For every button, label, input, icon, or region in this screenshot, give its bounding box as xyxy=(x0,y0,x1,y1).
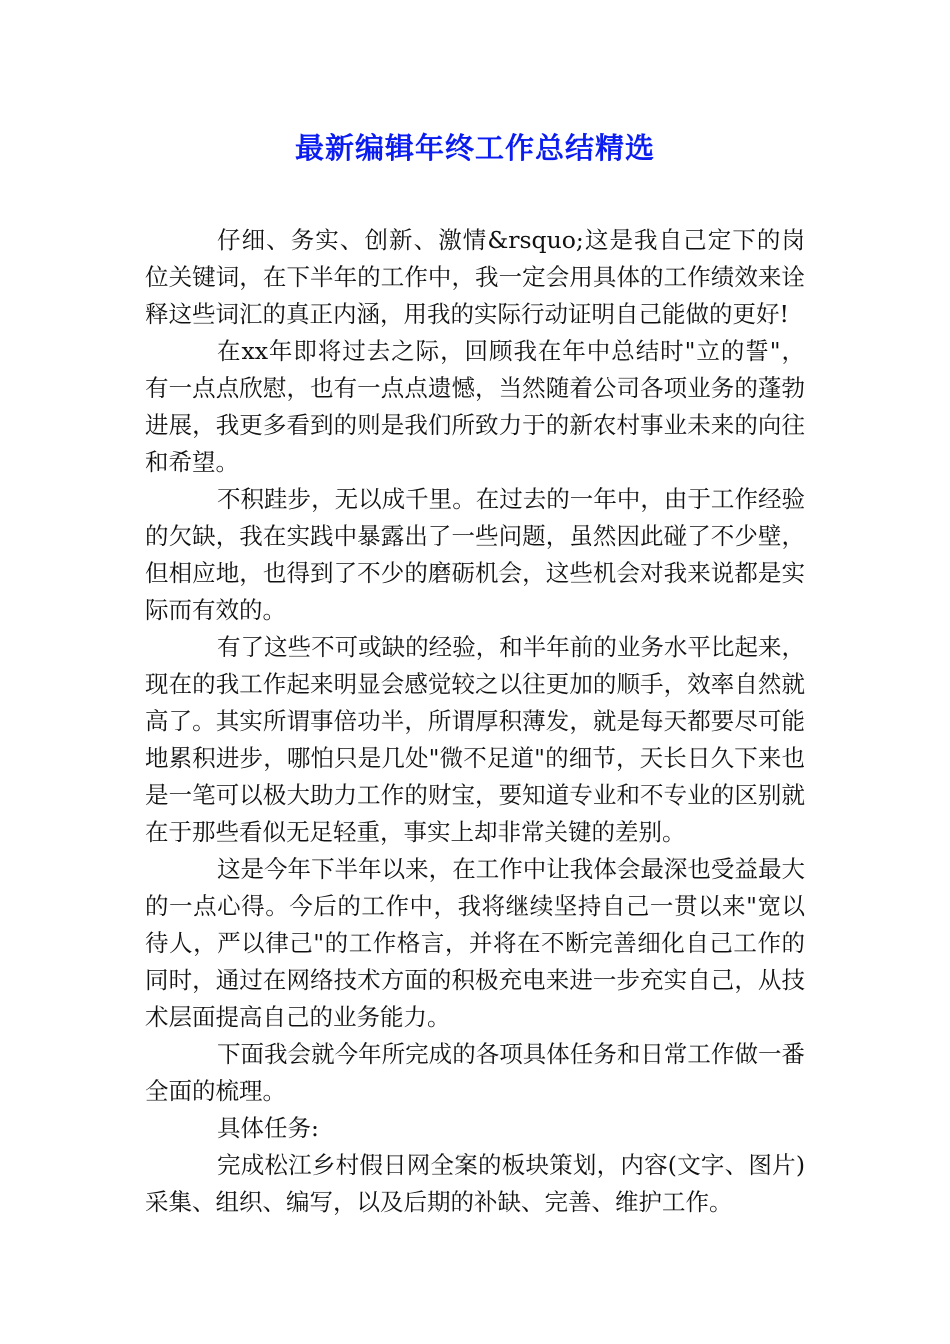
paragraph: 仔细、务实、创新、激情&rsquo;这是我自己定下的岗位关键词，在下半年的工作中，我一定会用具体的工作绩效来诠释这些词汇的真正内涵，用我的实际行动证明自己能做的更好! xyxy=(145,226,805,328)
paragraph: 具体任务: xyxy=(217,1114,319,1142)
paragraph: 在xx年即将过去之际，回顾我在年中总结时"立的誓"，有一点点欣慰，也有一点点遗憾，当然随着公司各项业务的蓬勃进展，我更多看到的则是我们所致力于的新农村事业未来的向往和希望。 xyxy=(145,337,805,476)
paragraph: 有了这些不可或缺的经验，和半年前的业务水平比起来，现在的我工作起来明显会感觉较之以往更加的顺手，效率自然就高了。其实所谓事倍功半，所谓厚积薄发，就是每天都要尽可能地累积进步，哪怕只是几处"微不足道"的细节，天长日久下来也是一笔可以极大助力工作的财宝，要知道专业和不专业的区别就在于那些看似无足轻重，事实上却非常关键的差别。 xyxy=(145,633,805,846)
document-title: 最新编辑年终工作总结精选 xyxy=(294,131,655,165)
paragraph: 这是今年下半年以来，在工作中让我体会最深也受益最大的一点心得。今后的工作中，我将继续坚持自己一贯以来"宽以待人，严以律己"的工作格言，并将在不断完善细化自己工作的同时，通过在网络技术方面的积极充电来进一步充实自己，从技术层面提高自己的业务能力。 xyxy=(145,855,805,1031)
paragraph: 不积跬步，无以成千里。在过去的一年中，由于工作经验的欠缺，我在实践中暴露出了一些问题，虽然因此碰了不少壁，但相应地，也得到了不少的磨砺机会，这些机会对我来说都是实际而有效的。 xyxy=(145,485,805,624)
paragraph: 完成松江乡村假日网全案的板块策划，内容(文字、图片)采集、组织、编写，以及后期的补缺、完善、维护工作。 xyxy=(145,1151,805,1216)
document-body xyxy=(145,222,805,1221)
paragraph: 下面我会就今年所完成的各项具体任务和日常工作做一番全面的梳理。 xyxy=(145,1040,805,1105)
